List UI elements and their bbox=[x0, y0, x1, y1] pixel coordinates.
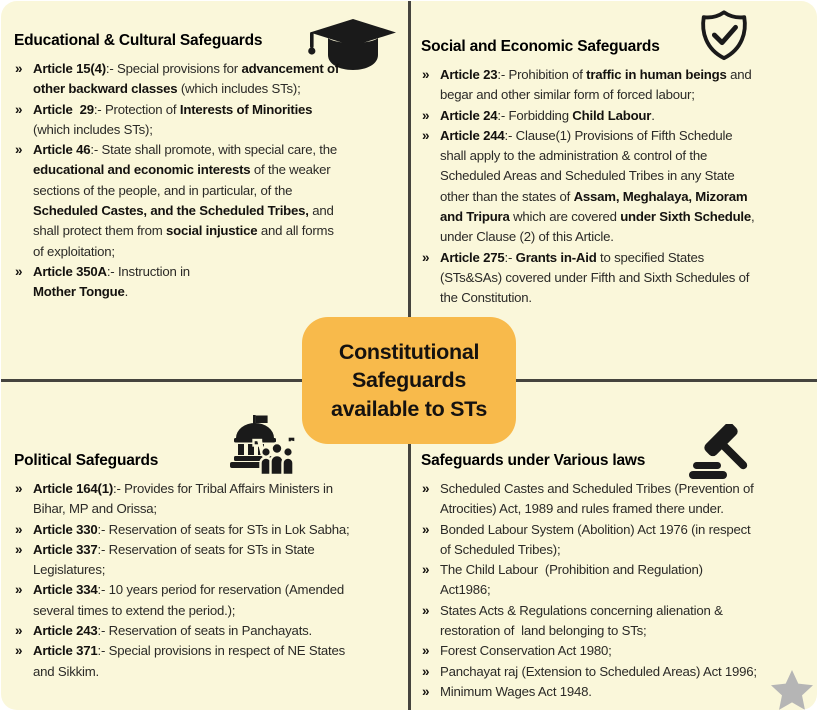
safeguard-item bbox=[421, 662, 813, 682]
bullet-icon: » bbox=[15, 521, 23, 537]
safeguard-item bbox=[421, 479, 813, 520]
safeguard-text: Article 46:- State shall promote, with special care, the educational and economic interests of the weaker sections of the people, and in particular, of the Scheduled Castes, and the Scheduled Tribes, and shall protect them from social injustice and all forms of exploitation; bbox=[33, 142, 338, 259]
safeguard-item bbox=[14, 621, 408, 641]
shield-check-icon bbox=[693, 8, 755, 62]
quadrant-title: Political Safeguards bbox=[14, 452, 159, 469]
star-icon bbox=[769, 669, 815, 710]
safeguard-text: Article 164(1):- Provides for Tribal Affairs Ministers in Bihar, MP and Orissa; bbox=[33, 481, 333, 517]
quadrant-title: Educational & Cultural Safeguards bbox=[14, 32, 263, 49]
safeguard-text: Article 15(4):- Special provisions for advancement of other backward classes (which includes STs); bbox=[33, 61, 340, 97]
bullet-icon: » bbox=[422, 562, 430, 578]
quadrant-title: Social and Economic Safeguards bbox=[421, 38, 660, 55]
safeguard-text: Article 350A:- Instruction in Mother Tongue. bbox=[33, 263, 190, 300]
safeguard-text: Article 275:- Grants in-Aid to specified States (STs&SAs) covered under Fifth and Sixth Schedules of the Constitution. bbox=[440, 249, 750, 306]
safeguard-item bbox=[421, 248, 813, 309]
safeguard-text: Article 29:- Protection of Interests of Minorities (which includes STs); bbox=[33, 101, 313, 137]
quadrant-social bbox=[421, 37, 813, 309]
safeguard-item bbox=[14, 479, 408, 520]
center-title-line: Constitutional bbox=[338, 339, 480, 364]
safeguard-text: Article 243:- Reservation of seats in Panchayats. bbox=[33, 623, 313, 639]
bullet-icon: » bbox=[15, 101, 23, 117]
safeguard-text: Article 371:- Special provisions in respect of NE States and Sikkim. bbox=[33, 643, 346, 679]
bullet-icon: » bbox=[15, 582, 23, 598]
government-building-people-icon bbox=[219, 415, 295, 475]
safeguard-text: States Acts & Regulations concerning alienation & restoration of land belonging to STs; bbox=[440, 602, 723, 639]
safeguard-text: Scheduled Castes and Scheduled Tribes (Prevention of Atrocities) Act, 1989 and rules framed there under. bbox=[440, 481, 754, 517]
safeguards-list bbox=[14, 479, 408, 682]
safeguard-text: The Child Labour (Prohibition and Regulation) Act1986; bbox=[440, 562, 703, 598]
safeguard-text: Article 330:- Reservation of seats for STs in Lok Sabha; bbox=[33, 521, 350, 537]
center-title-box bbox=[302, 317, 516, 444]
safeguard-text: Article 337:- Reservation of seats for STs in State Legislatures; bbox=[33, 541, 315, 578]
safeguard-text: Forest Conservation Act 1980; bbox=[440, 643, 612, 659]
safeguard-item bbox=[421, 560, 813, 601]
card-background bbox=[1, 1, 817, 710]
safeguards-list bbox=[421, 479, 813, 702]
bullet-icon: » bbox=[15, 541, 23, 557]
bullet-icon: » bbox=[422, 67, 430, 82]
bullet-icon: » bbox=[422, 481, 430, 496]
safeguard-text: Article 244:- Clause(1) Provisions of Fifth Schedule shall apply to the administration & control of the Scheduled Areas and Scheduled Tribes in any State other than the states of Assam, Meghalaya, Mizoram and Tripura which are covered under Sixth Schedule, under Clause (2) of this Article. bbox=[440, 127, 755, 245]
bullet-icon: » bbox=[422, 602, 430, 618]
bullet-icon: » bbox=[422, 127, 430, 143]
safeguard-item bbox=[14, 540, 408, 581]
safeguard-item bbox=[14, 262, 408, 303]
bullet-icon: » bbox=[15, 263, 23, 279]
safeguard-text: Bonded Labour System (Abolition) Act 1976 (in respect of Scheduled Tribes); bbox=[440, 521, 751, 557]
safeguard-item bbox=[14, 580, 408, 621]
bullet-icon: » bbox=[15, 481, 23, 496]
safeguard-text: Article 334:- 10 years period for reservation (Amended several times to extend the period.); bbox=[33, 582, 344, 618]
safeguard-item bbox=[421, 65, 813, 106]
safeguard-item bbox=[421, 641, 813, 661]
safeguard-item bbox=[14, 520, 408, 540]
center-title-line: available to STs bbox=[330, 396, 488, 421]
quadrant-title: Safeguards under Various laws bbox=[421, 452, 646, 469]
safeguard-item bbox=[421, 682, 813, 702]
safeguard-text: Article 24:- Forbidding Child Labour. bbox=[440, 107, 655, 123]
quadrant-political bbox=[14, 451, 408, 682]
bullet-icon: » bbox=[15, 643, 23, 659]
bullet-icon: » bbox=[422, 521, 430, 537]
safeguard-item bbox=[421, 601, 813, 642]
center-title-line: Safeguards bbox=[351, 368, 467, 393]
bullet-icon: » bbox=[422, 107, 430, 123]
safeguard-item bbox=[14, 641, 408, 682]
safeguard-item bbox=[421, 106, 813, 126]
bullet-icon: » bbox=[422, 683, 430, 699]
quadrant-educational bbox=[14, 31, 408, 303]
safeguard-item bbox=[14, 100, 408, 141]
bullet-icon: » bbox=[422, 249, 430, 265]
bullet-icon: » bbox=[15, 142, 23, 158]
safeguard-item bbox=[14, 140, 408, 262]
safeguard-item bbox=[421, 126, 813, 248]
safeguard-text: Minimum Wages Act 1948. bbox=[440, 683, 592, 699]
safeguards-list bbox=[14, 59, 408, 303]
gavel-icon bbox=[687, 424, 759, 480]
quadrant-laws bbox=[421, 451, 813, 702]
safeguard-text: Article 23:- Prohibition of traffic in human beings and begar and other similar form of forced labour; bbox=[440, 67, 752, 103]
bullet-icon: » bbox=[422, 663, 430, 679]
safeguard-text: Panchayat raj (Extension to Scheduled Areas) Act 1996; bbox=[440, 663, 757, 679]
bullet-icon: » bbox=[422, 643, 430, 659]
safeguard-item bbox=[421, 520, 813, 561]
safeguards-list bbox=[421, 65, 813, 309]
bullet-icon: » bbox=[15, 61, 23, 76]
bullet-icon: » bbox=[15, 623, 23, 639]
safeguard-item bbox=[14, 59, 408, 100]
